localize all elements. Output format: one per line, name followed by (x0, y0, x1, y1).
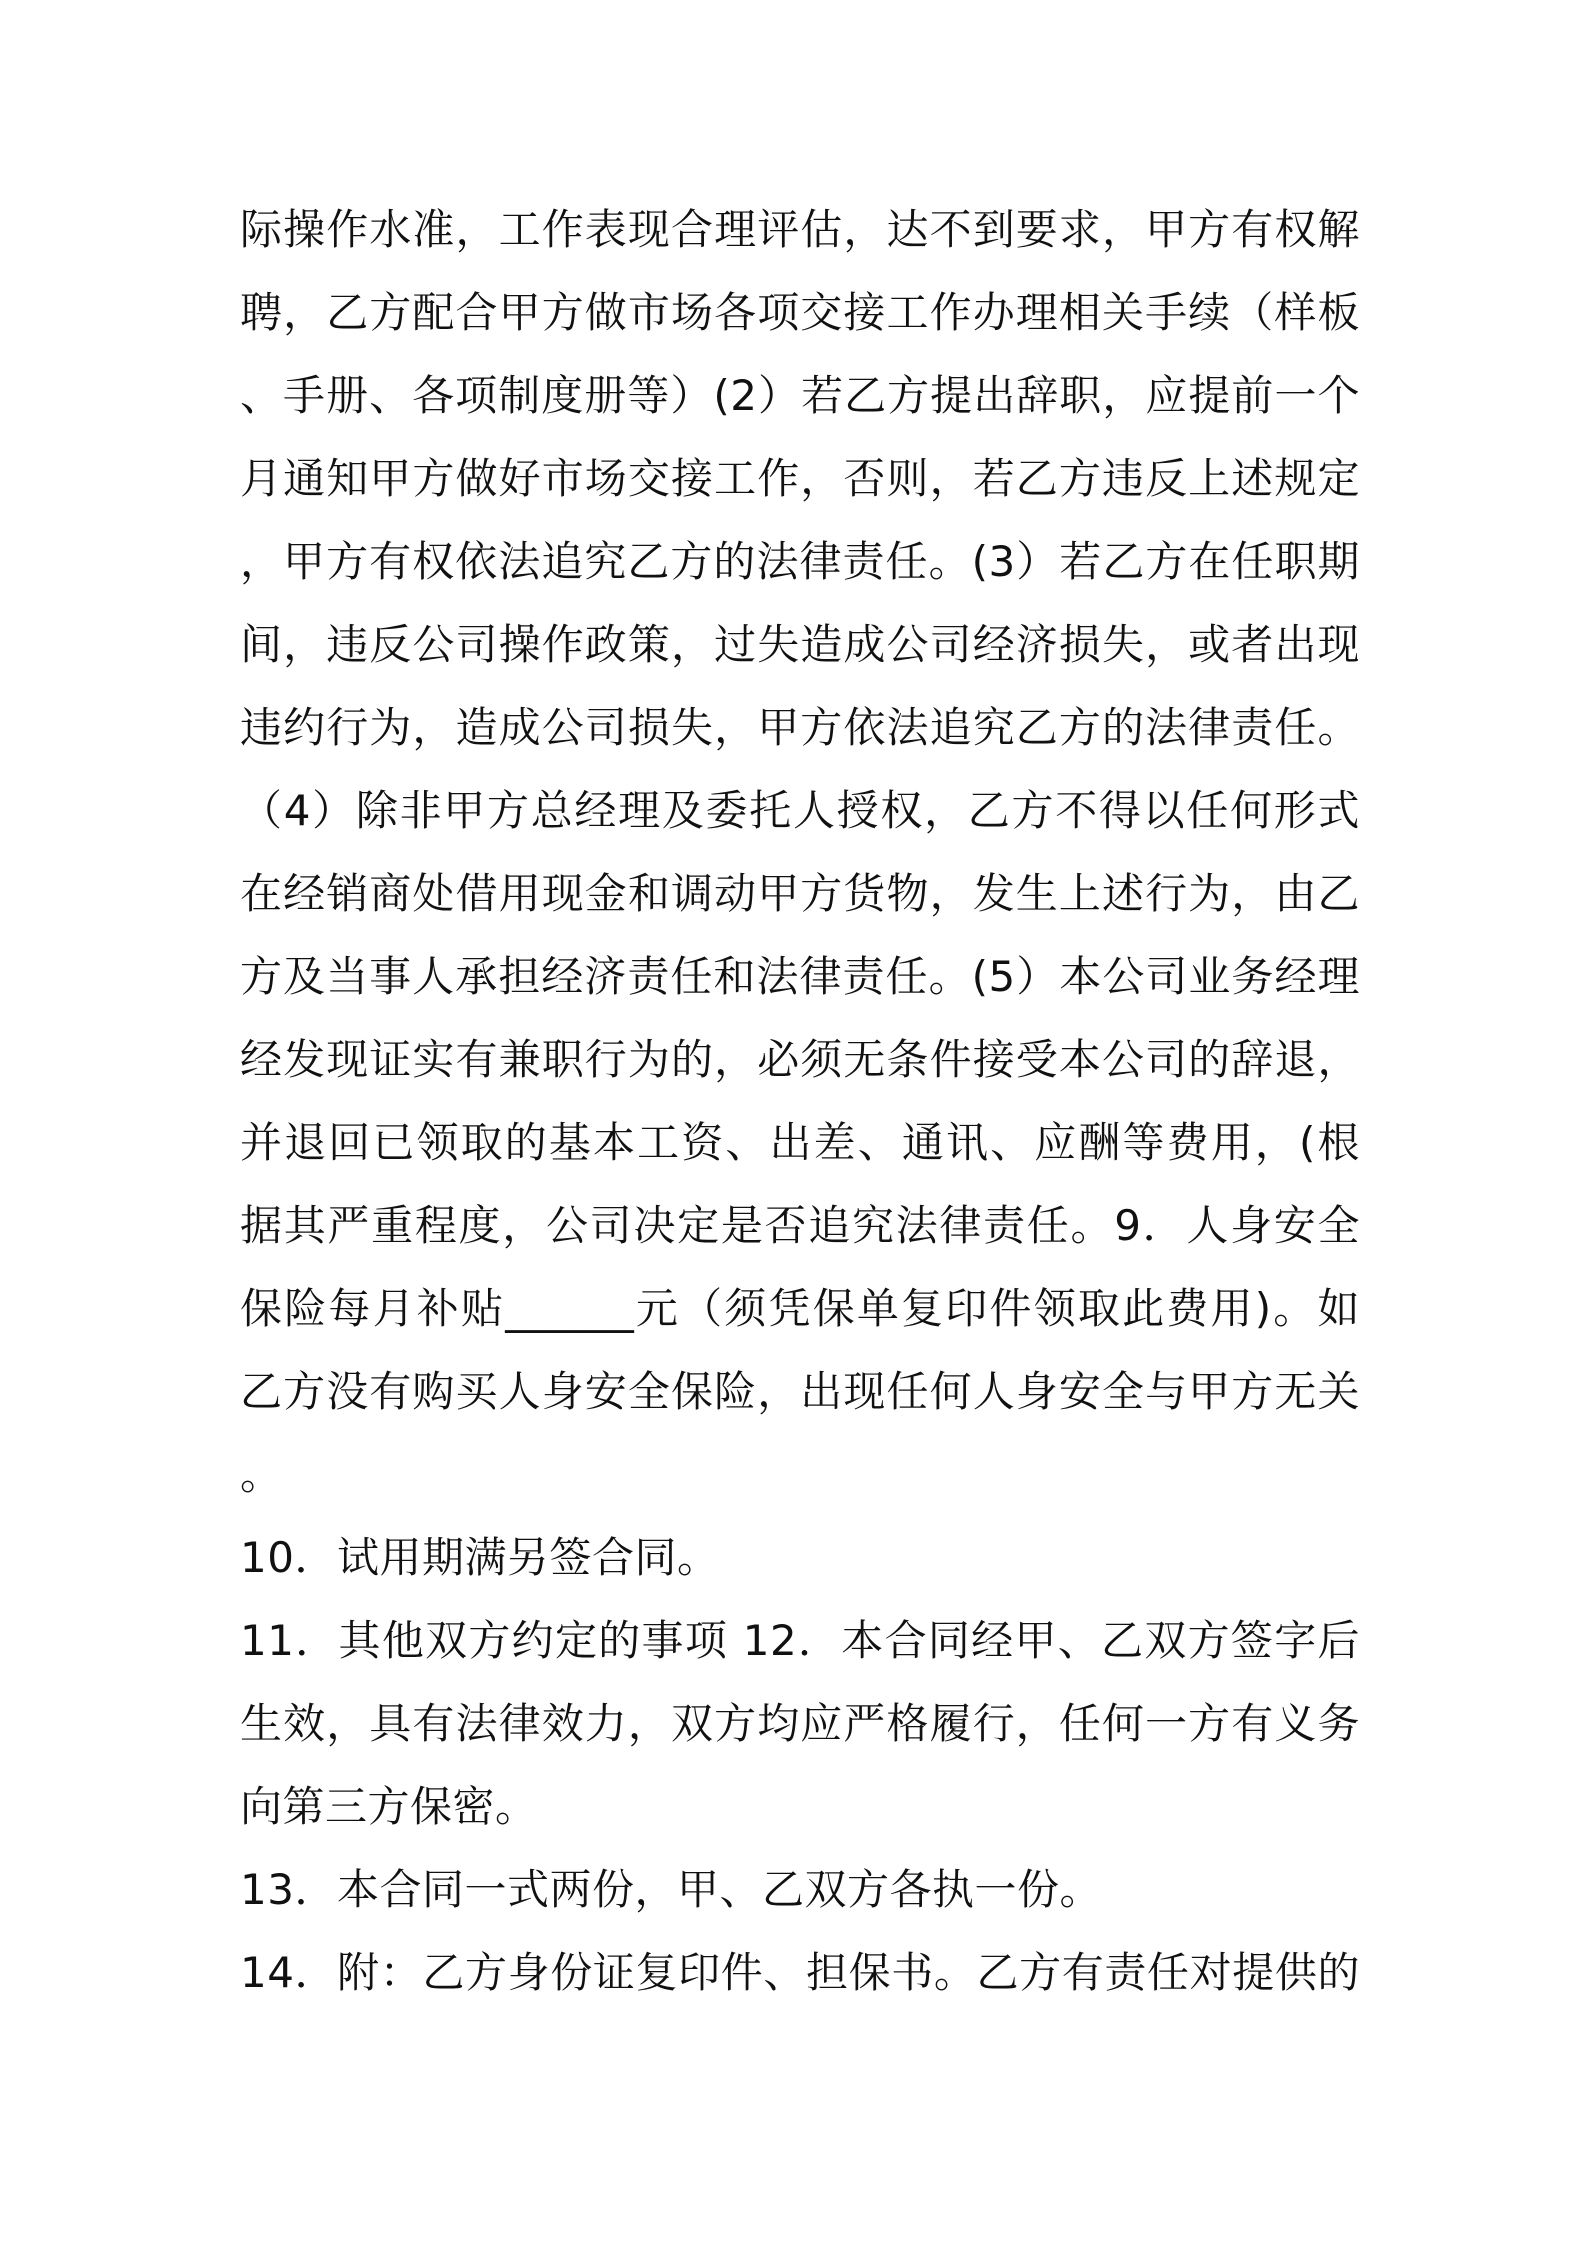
text-line: 11．其他双方约定的事项 12．本合同经甲、乙双方签字后 (240, 1616, 1360, 1665)
text-line: 保险每月补贴______元（须凭保单复印件领取此费用)。如 (240, 1284, 1360, 1333)
text-line: 13．本合同一式两份，甲、乙双方各执一份。 (240, 1865, 1102, 1914)
text-line: 。 (240, 1450, 283, 1499)
text-line: 10．试用期满另签合同。 (240, 1533, 720, 1582)
text-line: 经发现证实有兼职行为的，必须无条件接受本公司的辞退， (240, 1035, 1360, 1084)
text-line: 际操作水准，工作表现合理评估，达不到要求，甲方有权解 (240, 205, 1360, 254)
text-line: 间，违反公司操作政策，过失造成公司经济损失，或者出现 (240, 620, 1360, 669)
text-line: 违约行为，造成公司损失，甲方依法追究乙方的法律责任。 (240, 703, 1360, 752)
text-line: 并退回已领取的基本工资、出差、通讯、应酬等费用，(根 (240, 1118, 1360, 1167)
text-line: （4）除非甲方总经理及委托人授权，乙方不得以任何形式 (240, 786, 1360, 835)
text-line: 、手册、各项制度册等）(2）若乙方提出辞职，应提前一个 (240, 371, 1360, 420)
text-line: ，甲方有权依法追究乙方的法律责任。(3）若乙方在任职期 (240, 537, 1360, 586)
text-line: 方及当事人承担经济责任和法律责任。(5）本公司业务经理 (240, 952, 1360, 1001)
text-line: 乙方没有购买人身安全保险，出现任何人身安全与甲方无关 (240, 1367, 1360, 1416)
text-line: 据其严重程度，公司决定是否追究法律责任。9．人身安全 (240, 1201, 1360, 1250)
text-line: 月通知甲方做好市场交接工作，否则，若乙方违反上述规定 (240, 454, 1360, 503)
text-line: 聘，乙方配合甲方做市场各项交接工作办理相关手续（样板 (240, 288, 1360, 337)
text-line: 生效，具有法律效力，双方均应严格履行，任何一方有义务 (240, 1699, 1360, 1748)
text-line: 14．附：乙方身份证复印件、担保书。乙方有责任对提供的 (240, 1948, 1360, 1997)
text-line: 向第三方保密。 (240, 1782, 538, 1831)
text-line: 在经销商处借用现金和调动甲方货物，发生上述行为，由乙 (240, 869, 1360, 918)
